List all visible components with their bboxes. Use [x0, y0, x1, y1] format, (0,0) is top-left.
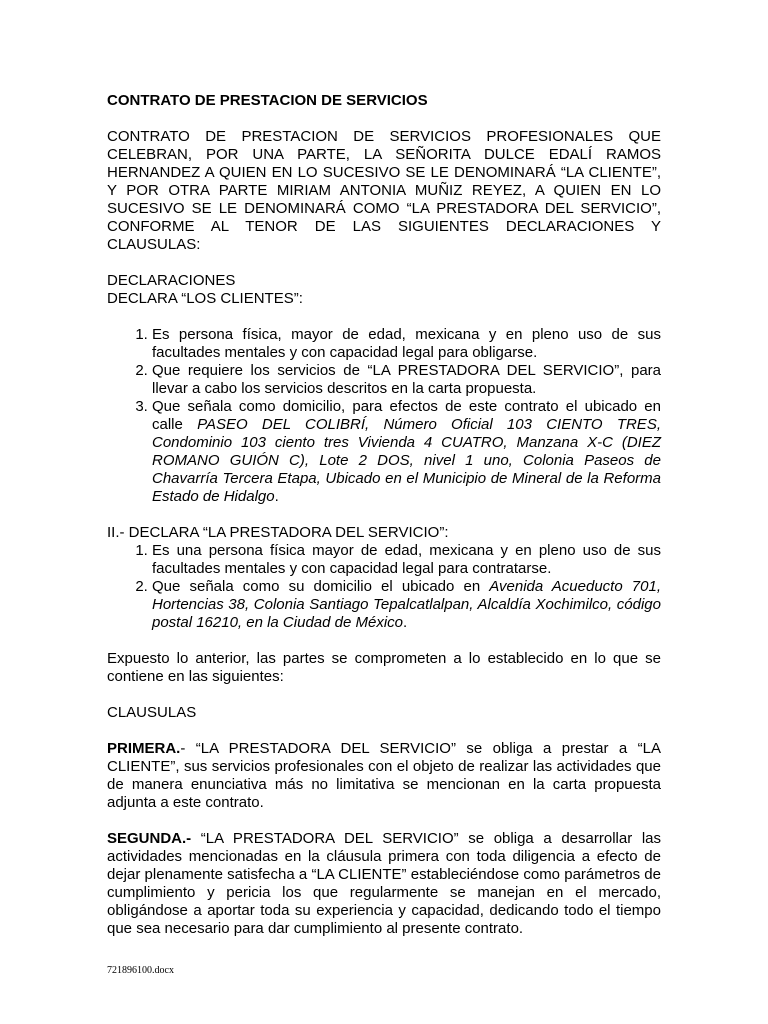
clausula-segunda: SEGUNDA.- “LA PRESTADORA DEL SERVICIO” se obliga a desarrollar las actividades mencionadas en la cláusula primera con toda diligencia a efecto de dejar plenamente satisfecha a “LA CLIENTE” estableciéndose como parámetros de cumplimiento y pericia los que regularmente se manejan en el mercado, obligándose a aportar toda su experiencia y capacidad, dedicando todo el tiempo que sea necesario para dar cumplimiento al presente contrato. [107, 830, 661, 937]
declara-prestadora-heading: II.- DECLARA “LA PRESTADORA DEL SERVICIO”: [107, 524, 449, 541]
clausula-label: PRIMERA. [107, 740, 181, 757]
declaraciones-heading: DECLARACIONES [107, 272, 236, 289]
document-page [107, 92, 661, 956]
clausula-primera: PRIMERA.- “LA PRESTADORA DEL SERVICIO” se obliga a prestar a “LA CLIENTE”, sus servicios profesionales con el objeto de realizar las actividades que de manera enunciativa más no limitativa se mencionan en la carta propuesta adjunta a este contrato. [107, 740, 661, 811]
list-item: 1. Es persona física, mayor de edad, mexicana y en pleno uso de sus facultades mentales y con capacidad legal para obligarse. [152, 326, 661, 362]
expuesto-paragraph: Expuesto lo anterior, las partes se comprometen a lo establecido en lo que se contiene en las siguientes: [107, 650, 661, 685]
declara-clientes-heading: DECLARA “LOS CLIENTES”: [107, 290, 303, 307]
prestadora-list [107, 542, 661, 632]
list-item: 2. Que señala como su domicilio el ubicado en Avenida Acueducto 701, Hortencias 38, Colonia Santiago Tepalcatlalpan, Alcaldía Xochimilco, código postal 16210, en la Ciudad de México. [152, 578, 661, 632]
contract-intro: CONTRATO DE PRESTACION DE SERVICIOS PROFESIONALES QUE CELEBRAN, POR UNA PARTE, LA SEÑORITA DULCE EDALÍ RAMOS HERNANDEZ A QUIEN EN LO SUCESIVO SE LE DENOMINARÁ “LA CLIENTE”, Y POR OTRA PARTE MIRIAM ANTONIA MUÑIZ REYEZ, A QUIEN EN LO SUCESIVO SE LE DENOMINARÁ COMO “LA PRESTADORA DEL SERVICIO”, CONFORME AL TENOR DE LAS SIGUIENTES DECLARACIONES Y CLAUSULAS: [107, 128, 661, 253]
list-item: 2. Que requiere los servicios de “LA PRESTADORA DEL SERVICIO”, para llevar a cabo los servicios descritos en la carta propuesta. [152, 362, 661, 398]
clausula-label: SEGUNDA.- [107, 830, 192, 847]
list-item: 3. Que señala como domicilio, para efectos de este contrato el ubicado en calle PASEO DEL COLIBRÍ, Número Oficial 103 CIENTO TRES, Condominio 103 ciento tres Vivienda 4 CUATRO, Manzana X-C (DIEZ ROMANO GUIÓN C), Lote 2 DOS, nivel 1 uno, Colonia Paseos de Chavarría Tercera Etapa, Ubicado en el Municipio de Mineral de la Reforma Estado de Hidalgo. [152, 398, 661, 506]
document-title: CONTRATO DE PRESTACION DE SERVICIOS [107, 92, 428, 109]
list-item: 1. Es una persona física mayor de edad, mexicana y en pleno uso de sus facultades mentales y con capacidad legal para contratarse. [152, 542, 661, 578]
footer-filename: 721896100.docx [107, 965, 174, 976]
clientes-list [107, 326, 661, 506]
clausulas-heading: CLAUSULAS [107, 704, 197, 721]
